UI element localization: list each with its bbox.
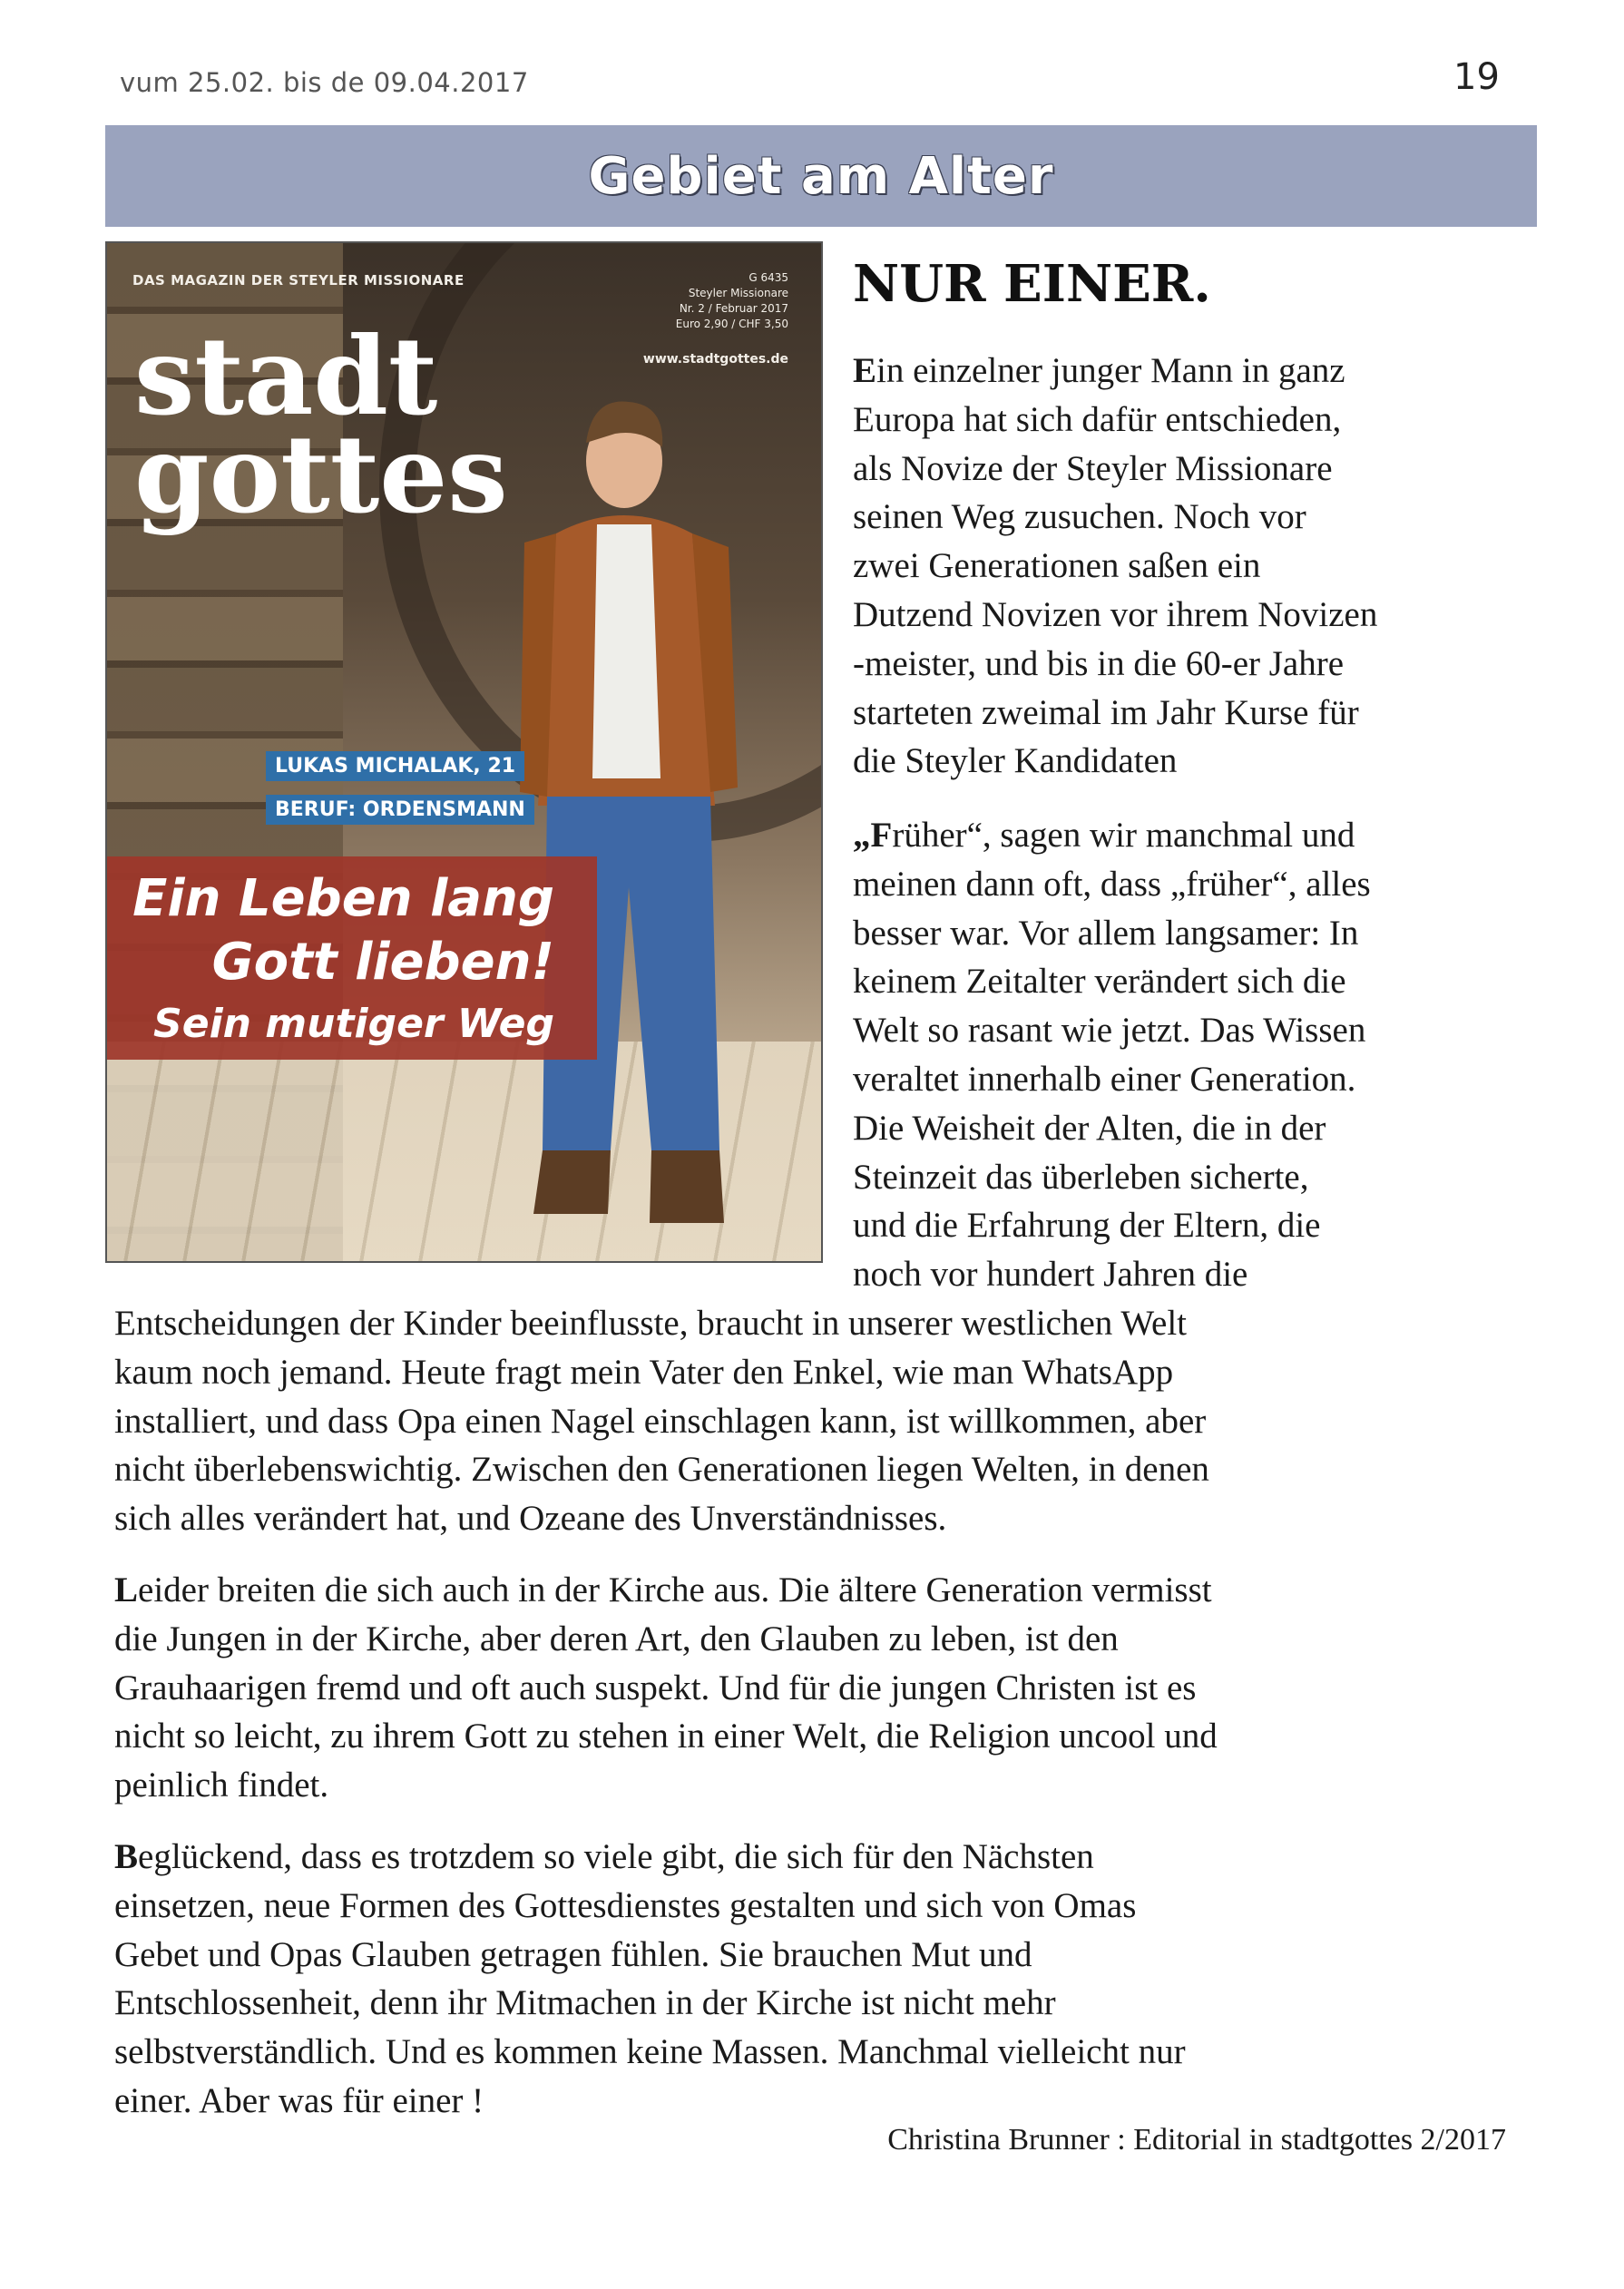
text-line: besser war. Vor allem langsamer: In xyxy=(853,913,1359,953)
paragraph-2-full xyxy=(114,1299,1537,1543)
cover-meta-line: G 6435 xyxy=(748,271,788,284)
text-line: Entscheidungen der Kinder beeinflusste, braucht in unserer westlichen Welt xyxy=(114,1304,1188,1343)
text-line: und die Erfahrung der Eltern, die xyxy=(853,1206,1321,1246)
text-line-content: eider breiten die sich auch in der Kirche aus. Die ältere Generation vermisst xyxy=(138,1570,1212,1609)
section-banner xyxy=(105,125,1537,227)
text-line-content: rüher“, sagen wir manchmal und xyxy=(892,816,1355,855)
text-line: sich alles verändert hat, und Ozeane des Unverständnisses. xyxy=(114,1499,947,1539)
cover-headline-line1: Ein Leben lang xyxy=(132,869,554,928)
cover-brand-stadt: stadt xyxy=(134,313,438,439)
text-line: die Steyler Kandidaten xyxy=(853,741,1178,781)
text-line: nicht überlebenswichtig. Zwischen den Generationen liegen Welten, in denen xyxy=(114,1450,1209,1490)
text-line xyxy=(114,1833,1537,1882)
article-title: NUR EINER. xyxy=(853,254,1211,314)
text-line-content: in einzelner junger Mann in ganz xyxy=(876,351,1345,390)
text-line: einsetzen, neue Formen des Gottesdienstes gestalten und sich von Omas xyxy=(114,1885,1137,1925)
cover-subline: Sein mutiger Weg xyxy=(153,1001,554,1047)
text-line xyxy=(114,1566,1537,1615)
header-date-range: vum 25.02. bis de 09.04.2017 xyxy=(120,67,529,98)
text-line: Europa hat sich dafür entschieden, xyxy=(853,399,1342,439)
drop-initial: F xyxy=(870,816,893,855)
paragraph-2-column xyxy=(853,811,1506,1299)
text-line: Dutzend Novizen vor ihrem Novizen xyxy=(853,594,1378,634)
cover-meta-line: Nr. 2 / Februar 2017 xyxy=(679,302,788,315)
text-line: veraltet innerhalb einer Generation. xyxy=(853,1059,1356,1099)
text-line: Welt so rasant wie jetzt. Das Wissen xyxy=(853,1011,1366,1051)
text-line: meinen dann oft, dass „früher“, alles xyxy=(853,864,1371,904)
magazine-cover-image xyxy=(105,241,823,1263)
paragraph-1 xyxy=(853,347,1506,786)
text-line: installiert, und dass Opa einen Nagel einschlagen kann, ist willkommen, aber xyxy=(114,1401,1207,1441)
paragraph-4 xyxy=(114,1833,1537,2126)
section-title: Gebiet am Alter xyxy=(588,146,1054,206)
text-line: kaum noch jemand. Heute fragt mein Vater den Enkel, wie man WhatsApp xyxy=(114,1352,1174,1392)
text-line: noch vor hundert Jahren die xyxy=(853,1255,1248,1295)
text-line: seinen Weg zusuchen. Noch vor xyxy=(853,497,1306,537)
paragraph-3 xyxy=(114,1566,1537,1810)
cover-label-name: LUKAS MICHALAK, 21 xyxy=(266,751,524,781)
text-line: Gebet und Opas Glauben getragen fühlen. Sie brauchen Mut und xyxy=(114,1934,1032,1974)
cover-label-job: BERUF: ORDENSMANN xyxy=(266,795,534,825)
cover-brand-gottes: gottes xyxy=(134,411,508,537)
text-line: Entschlossenheit, denn ihr Mitmachen in der Kirche ist nicht mehr xyxy=(114,1983,1056,2023)
cover-person-illustration xyxy=(506,379,751,1250)
drop-initial-prefix: „ xyxy=(853,816,871,855)
text-line: Steinzeit das überleben sicherte, xyxy=(853,1157,1309,1197)
text-line: zwei Generationen saßen ein xyxy=(853,546,1261,586)
cover-meta xyxy=(676,270,788,332)
text-line: peinlich findet. xyxy=(114,1766,329,1805)
cover-headline-line2: Gott lieben! xyxy=(211,933,554,992)
text-line: starteten zweimal im Jahr Kurse für xyxy=(853,692,1359,732)
text-line xyxy=(853,811,1506,860)
text-line: Grauhaarigen fremd und oft auch suspekt. Und für die jungen Christen ist es xyxy=(114,1668,1197,1707)
text-line: die Jungen in der Kirche, aber deren Art, den Glauben zu leben, ist den xyxy=(114,1619,1119,1658)
text-line: als Novize der Steyler Missionare xyxy=(853,448,1333,488)
text-line-content: eglückend, dass es trotzdem so viele gibt, die sich für den Nächsten xyxy=(138,1837,1094,1876)
drop-initial: L xyxy=(114,1570,139,1609)
cover-url: www.stadtgottes.de xyxy=(642,352,788,367)
text-line: keinem Zeitalter verändert sich die xyxy=(853,962,1346,1002)
page-number: 19 xyxy=(1453,56,1500,98)
cover-meta-line: Euro 2,90 / CHF 3,50 xyxy=(675,318,788,330)
drop-initial: B xyxy=(114,1837,139,1876)
article-credit: Christina Brunner : Editorial in stadtgottes 2/2017 xyxy=(887,2123,1506,2157)
text-line: selbstverständlich. Und es kommen keine Massen. Manchmal vielleicht nur xyxy=(114,2032,1186,2072)
text-line: nicht so leicht, zu ihrem Gott zu stehen in einer Welt, die Religion uncool und xyxy=(114,1717,1218,1756)
text-line: -meister, und bis in die 60-er Jahre xyxy=(853,643,1345,683)
cover-meta-line: Steyler Missionare xyxy=(688,287,788,299)
text-line: einer. Aber was für einer ! xyxy=(114,2080,484,2120)
cover-magazine-line: DAS MAGAZIN DER STEYLER MISSIONARE xyxy=(132,272,465,289)
drop-initial: E xyxy=(853,351,877,390)
text-line xyxy=(853,347,1506,396)
text-line: Die Weisheit der Alten, die in der xyxy=(853,1108,1326,1148)
